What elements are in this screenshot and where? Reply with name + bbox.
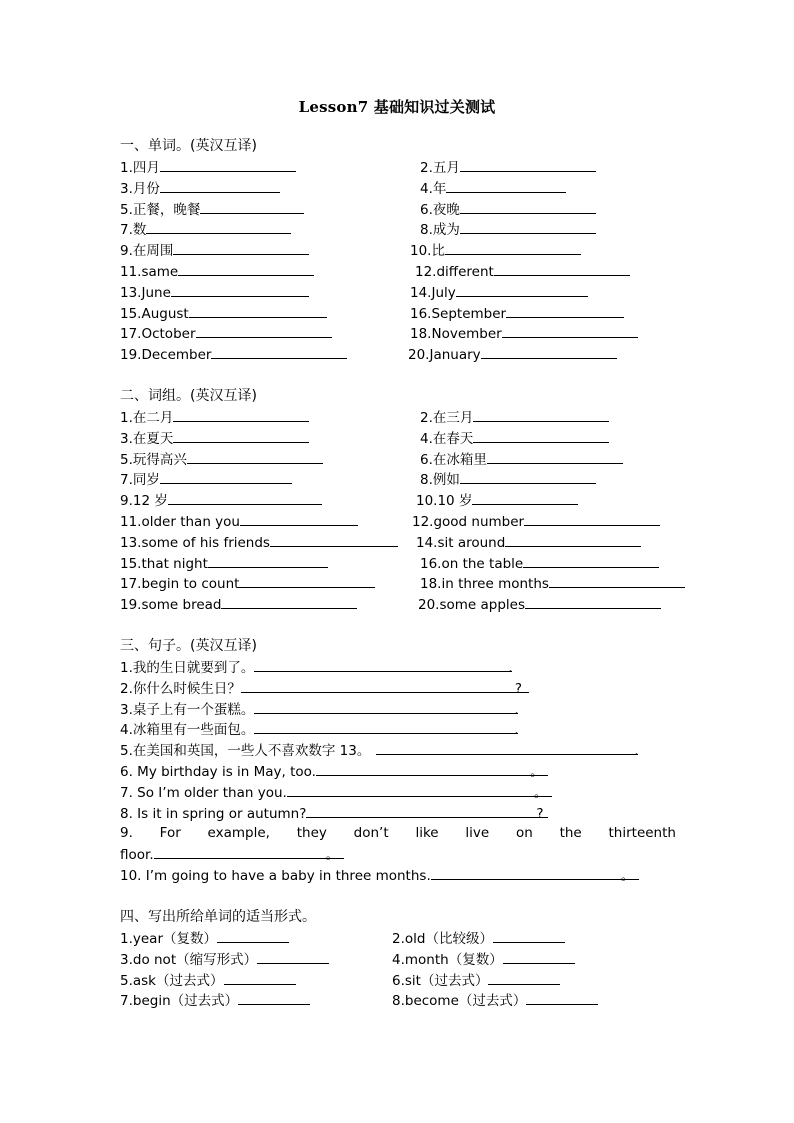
question-row [120, 928, 680, 949]
question-row [120, 178, 680, 199]
sentence-8: 8. Is it in spring or autumn? ? [120, 803, 676, 824]
question-item [420, 428, 609, 450]
answer-blank[interactable] [173, 428, 309, 443]
answer-blank[interactable] [523, 553, 659, 568]
answer-blank[interactable] [525, 594, 661, 609]
answer-blank[interactable] [472, 490, 578, 505]
answer-blank[interactable] [287, 782, 552, 797]
answer-blank[interactable] [502, 323, 638, 338]
question-item [120, 594, 357, 616]
answer-blank[interactable] [211, 344, 347, 359]
answer-blank[interactable] [254, 657, 512, 672]
sentence-1: 1.我的生日就要到了。 . [120, 657, 676, 678]
question-label: 7.数 [120, 222, 147, 239]
answer-blank[interactable] [270, 532, 398, 547]
question-item [120, 199, 304, 221]
question-item [392, 970, 560, 992]
question-item [120, 219, 291, 241]
question-row [120, 490, 680, 511]
question-row [120, 199, 680, 220]
answer-blank[interactable] [431, 865, 639, 880]
sentence-10: 10. I’m going to have a baby in three months. 。 [120, 865, 676, 886]
question-item [120, 407, 309, 429]
sentence-word: live [465, 825, 490, 842]
answer-blank[interactable] [526, 990, 598, 1005]
answer-blank[interactable] [460, 157, 596, 172]
question-item [410, 303, 624, 325]
question-label: 11.same [120, 263, 179, 280]
question-label: 3.在夏天 [120, 430, 174, 447]
question-row [120, 511, 680, 532]
question-label: 7.begin（过去式） [120, 993, 239, 1010]
question-item [120, 511, 358, 533]
answer-blank[interactable] [217, 928, 289, 943]
question-label: 2.在三月 [420, 410, 474, 426]
question-label: 15.August [120, 305, 189, 322]
answer-blank[interactable] [460, 199, 596, 214]
answer-blank[interactable] [240, 511, 358, 526]
question-row [120, 532, 680, 553]
answer-blank[interactable] [505, 532, 641, 547]
question-label: 7.同岁 [120, 472, 160, 489]
question-item [392, 949, 575, 971]
answer-blank[interactable] [306, 803, 548, 818]
question-item [420, 178, 566, 200]
question-label: 1.year（复数） [120, 931, 217, 947]
question-label: 19.December [120, 347, 212, 364]
answer-blank[interactable] [524, 511, 660, 526]
question-label: 6.夜晚 [420, 201, 460, 218]
question-label: 15.that night [120, 555, 208, 572]
sentence-2: 2.你什么时候生日？ ? [120, 678, 676, 699]
question-item [120, 573, 375, 595]
question-item [420, 573, 685, 595]
question-label: 3.do not（缩写形式） [120, 951, 258, 968]
question-row [120, 990, 680, 1011]
sentence-5: 5.在美国和英国，一些人不喜欢数字 13。 . [120, 740, 676, 761]
sentence-4: 4.冰箱里有一些面包。 . [120, 719, 676, 740]
question-item [416, 532, 641, 554]
question-label: 16.on the table [420, 555, 524, 572]
question-label: 13.June [120, 284, 171, 301]
question-row [120, 428, 680, 449]
answer-blank[interactable] [168, 490, 322, 505]
sentence-word: don’t [353, 825, 389, 842]
question-row [120, 469, 680, 490]
question-item [420, 199, 596, 221]
section-phrases [120, 386, 680, 615]
section-sentences [120, 636, 676, 886]
answer-blank[interactable] [460, 219, 596, 234]
question-item [415, 261, 630, 283]
answer-blank[interactable] [146, 219, 291, 234]
question-label: 11.older than you [120, 513, 240, 530]
question-item [416, 490, 578, 512]
answer-blank[interactable] [446, 178, 566, 193]
answer-blank[interactable] [173, 240, 309, 255]
answer-blank[interactable] [173, 407, 309, 422]
answer-blank[interactable] [494, 261, 630, 276]
answer-blank[interactable] [200, 199, 304, 214]
question-item [120, 990, 310, 1012]
question-label: 5.ask（过去式） [120, 972, 224, 989]
question-row [120, 949, 680, 970]
sentence-6: 6. My birthday is in May, too. 。 [120, 761, 676, 782]
question-label: 20.some apples [418, 597, 526, 614]
question-item [120, 282, 309, 304]
question-item [420, 469, 596, 491]
question-row [120, 157, 680, 178]
question-row [120, 240, 680, 261]
question-label: 2.old（比较级） [392, 931, 493, 947]
question-item [120, 490, 322, 512]
sentence-word: the [559, 825, 582, 842]
question-label: 5.正餐，晚餐 [120, 201, 201, 218]
question-item [420, 553, 659, 575]
section-heading: 一、单词。(英汉互译) [120, 138, 257, 154]
question-label: 20.January [408, 347, 481, 364]
question-item [120, 240, 309, 262]
question-item [420, 157, 596, 179]
question-item [410, 282, 588, 304]
question-item [420, 219, 596, 241]
page-title: Lesson7 基础知识过关测试 [298, 98, 496, 116]
question-item [120, 323, 332, 345]
sentence-word: For [159, 825, 181, 842]
answer-blank[interactable] [254, 699, 518, 714]
question-label: 8.例如 [420, 472, 460, 489]
answer-blank[interactable] [221, 594, 357, 609]
question-label: 9.12 岁 [120, 493, 168, 510]
question-label: 10.比 [410, 243, 445, 260]
question-label: 10.10 岁 [416, 493, 473, 510]
question-row [120, 573, 680, 594]
question-label: 16.September [410, 305, 507, 322]
question-label: 19.some bread [120, 597, 222, 614]
answer-blank[interactable] [241, 678, 529, 693]
question-item [120, 178, 280, 200]
sentence-word: they [296, 825, 327, 842]
question-row [120, 407, 680, 428]
question-label: 17.begin to count [120, 576, 240, 593]
answer-blank[interactable] [187, 449, 323, 464]
sentence-9-continued: floor. 。 [120, 844, 676, 865]
question-label: 4.年 [420, 180, 447, 197]
question-row [120, 282, 680, 303]
answer-blank[interactable] [196, 323, 332, 338]
question-item [120, 303, 327, 325]
question-row [120, 553, 680, 574]
question-item [120, 261, 314, 283]
question-item [412, 511, 660, 533]
question-label: 4.在春天 [420, 430, 474, 447]
question-item [410, 240, 581, 262]
sentence-9 [120, 823, 676, 844]
question-row [120, 261, 680, 282]
answer-blank[interactable] [493, 928, 565, 943]
sentence-word: example, [207, 825, 270, 842]
answer-blank[interactable] [445, 240, 581, 255]
answer-blank[interactable] [208, 553, 328, 568]
answer-blank[interactable] [254, 719, 518, 734]
question-label: 12.different [415, 263, 494, 280]
question-row [120, 323, 680, 344]
question-label: 6.在冰箱里 [420, 451, 487, 468]
question-item [120, 949, 329, 971]
answer-blank[interactable] [171, 282, 309, 297]
question-label: 4.month（复数） [392, 951, 503, 968]
question-label: 18.in three months [420, 576, 549, 593]
question-label: 13.some of his friends [120, 534, 270, 551]
section-word-forms [120, 907, 680, 1011]
question-label: 3.月份 [120, 180, 160, 197]
answer-blank[interactable] [487, 449, 623, 464]
question-item [120, 469, 292, 491]
question-label: 14.July [410, 284, 456, 301]
answer-blank[interactable] [549, 573, 685, 588]
answer-blank[interactable] [316, 761, 548, 776]
section-vocabulary [120, 136, 680, 365]
sentence-word: 9. [120, 825, 133, 842]
question-label: 1.在二月 [120, 410, 174, 426]
answer-blank[interactable] [460, 469, 596, 484]
question-label: 9.在周围 [120, 243, 174, 260]
question-row [120, 219, 680, 240]
answer-blank[interactable] [178, 261, 314, 276]
question-item [408, 344, 617, 366]
question-label: 12.good number [412, 513, 525, 530]
answer-blank[interactable] [160, 157, 296, 172]
sentence-word: thirteenth [608, 825, 676, 842]
question-item [392, 990, 598, 1012]
sentence-word: like [415, 825, 439, 842]
answer-blank[interactable] [154, 844, 344, 859]
answer-blank[interactable] [488, 970, 560, 985]
question-item [120, 449, 323, 471]
sentence-word: on [515, 825, 533, 842]
question-item [120, 532, 398, 554]
question-label: 18.November [410, 326, 502, 343]
question-row [120, 303, 680, 324]
question-label: 17.October [120, 326, 196, 343]
question-label: 6.sit（过去式） [392, 972, 489, 989]
section-heading: 三、句子。(英汉互译) [120, 638, 257, 654]
answer-blank[interactable] [224, 970, 296, 985]
answer-blank[interactable] [238, 990, 310, 1005]
question-item [120, 553, 328, 575]
question-item [120, 970, 296, 992]
answer-blank[interactable] [473, 428, 609, 443]
sentence-3: 3.桌子上有一个蛋糕。 . [120, 699, 676, 720]
question-row [120, 449, 680, 470]
answer-blank[interactable] [160, 178, 280, 193]
question-item [410, 323, 638, 345]
question-item [120, 428, 309, 450]
question-label: 8.become（过去式） [392, 993, 527, 1010]
question-row [120, 344, 680, 365]
answer-blank[interactable] [239, 573, 375, 588]
section-heading: 二、词组。(英汉互译) [120, 388, 257, 404]
question-item [120, 928, 289, 950]
answer-blank[interactable] [481, 344, 617, 359]
answer-blank[interactable] [456, 282, 588, 297]
question-label: 1.四月 [120, 160, 160, 176]
answer-blank[interactable] [376, 740, 638, 755]
question-row [120, 594, 680, 615]
question-label: 2.五月 [420, 160, 460, 176]
answer-blank[interactable] [506, 303, 624, 318]
answer-blank[interactable] [257, 949, 329, 964]
answer-blank[interactable] [189, 303, 327, 318]
question-item [420, 449, 623, 471]
section-heading: 四、写出所给单词的适当形式。 [120, 909, 316, 925]
question-label: 5.玩得高兴 [120, 451, 187, 468]
answer-blank[interactable] [473, 407, 609, 422]
question-item [120, 157, 296, 179]
question-item [418, 594, 661, 616]
question-label: 14.sit around [416, 534, 506, 551]
sentence-7: 7. So I’m older than you. 。 [120, 782, 676, 803]
question-row [120, 970, 680, 991]
question-item [420, 407, 609, 429]
question-item [120, 344, 347, 366]
question-label: 8.成为 [420, 222, 460, 239]
answer-blank[interactable] [503, 949, 575, 964]
question-item [392, 928, 565, 950]
answer-blank[interactable] [160, 469, 292, 484]
